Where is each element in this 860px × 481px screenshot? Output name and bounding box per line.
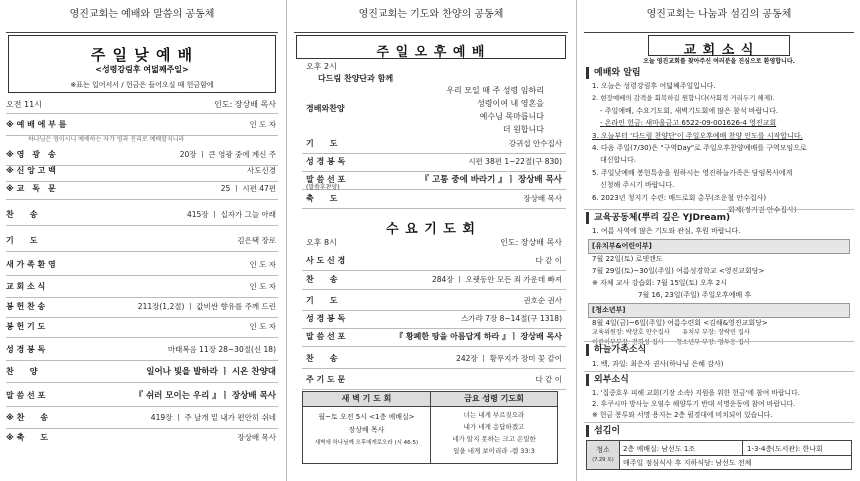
order-detail: 장상배 목사 <box>237 433 276 442</box>
notice-line: 2. 현장예배의 감격을 회복하길 원합니다(사회적 거리두기 해제). <box>592 94 775 103</box>
order-name: 기 도 <box>306 296 338 305</box>
order-detail: 284장 ㅣ 오랫동안 모든 죄 가운데 빠져 <box>431 275 562 284</box>
panel-header: 영진교회는 기도와 찬양의 공동체 <box>288 0 574 33</box>
kids-line: 7월 22일(토) 로뎃캔도 <box>592 255 663 263</box>
news-panel <box>578 0 860 481</box>
wednesday-time: 오후 8시 <box>306 238 337 247</box>
service-row1b: 1-3-4층(도서관): 한나회 <box>747 445 823 453</box>
friday-line: 네가 알지 못하는 크고 은밀한 <box>452 435 536 443</box>
education-line: 1. 여름 사역에 많은 기도와 관심, 후원 바랍니다. <box>592 227 741 235</box>
prayer-table <box>302 391 558 464</box>
order-name: 찬 송 <box>306 354 338 363</box>
row-divider <box>6 225 278 226</box>
notice-line: 5. 주일낮예배 봉헌특송을 원하시는 영진하늘가족은 담임목사에게 <box>592 168 793 177</box>
order-name: 주 기 도 문 <box>306 375 346 384</box>
service-leader: 인도: 장상배 목사 <box>214 100 276 109</box>
row-divider <box>302 270 566 271</box>
youth-header: [청소년부] <box>588 303 850 318</box>
section-education: 교육공동체(뿌리 깊은 YJDream) <box>586 212 730 224</box>
service-row1a: 2층 예배실: 남선도 1조 <box>623 445 696 453</box>
order-name: 말 씀 선 포 <box>306 332 346 341</box>
external-line: 1. '집중호우 피해 교회(기장 소속) 지원을 위한 헌금'에 참여 바랍니다. <box>592 389 800 397</box>
notice-line: 3. 오늘부터 '다드림 찬양단'이 주일오후예배 찬양 인도를 시작합니다. <box>592 131 803 140</box>
clean-label: 청소 <box>596 446 610 454</box>
order-name: 새 가 족 환 영 <box>6 260 56 269</box>
standing-notice: ※표는 일어서서 / 헌금은 들어오실 때 헌금함에 <box>70 81 214 89</box>
external-line: 2. 후쿠시마 방사능 오염수 해양투기 반대 서명운동에 참여 바랍니다. <box>592 400 796 408</box>
order-detail: 김은택 장로 <box>237 236 276 245</box>
order-detail: 강귀섭 안수집사 <box>508 139 562 148</box>
order-name: 찬 송 <box>306 275 338 284</box>
notice-line: 1. 오늘은 성령강림후 여덟째주일입니다. <box>592 82 716 90</box>
hymn-title: 성령이여 내 영혼을 <box>477 99 544 108</box>
kids-line: ※ 자체 교사 강습회: 7월 15일(토) 오후 2시 <box>592 279 727 287</box>
order-detail: 다 같 이 <box>535 256 562 265</box>
dawn-title: 새 벽 기 도 회 <box>341 394 392 403</box>
hymn-label: 경배와찬양 <box>306 104 345 113</box>
afternoon-panel <box>288 0 574 481</box>
news-title: 교 회 소 식 <box>683 43 755 58</box>
order-name: 성 경 봉 독 <box>306 314 346 323</box>
row-divider <box>6 181 278 182</box>
hymn-title: 예수님 목마릅니다 <box>479 112 544 121</box>
order-detail: 『 쉬러 모이는 우리 』ㅣ 장상배 목사 <box>134 391 276 401</box>
order-detail: 사도신경 <box>247 166 276 175</box>
hymn-title: 우리 모일 때 주 성령 임하리 <box>446 86 544 95</box>
order-name: 말 씀 선 포 <box>306 175 346 184</box>
row-divider <box>6 275 278 276</box>
order-name: ※ 예 배 에 부 름 <box>6 120 67 129</box>
youth-line: 어린이부부장: 전희성 집사 청소년부 부장: 엄두용 집사 <box>592 339 750 346</box>
row-divider <box>6 251 278 252</box>
dawn-line: 월~토 오전 5시 <1층 예배실> <box>318 413 415 421</box>
hymn-title: 더 원합니다 <box>502 125 544 134</box>
order-detail: 인 도 자 <box>249 282 276 291</box>
order-name: ※ 축 도 <box>6 433 49 442</box>
title-box <box>296 35 566 59</box>
notice-line: - 온라인 헌금: 새마을금고 6522-09-001626-4 영진교회 <box>600 119 777 128</box>
row-divider <box>302 153 566 154</box>
notice-line: 회계(정기권 안수집사) <box>728 206 797 214</box>
row-divider <box>302 189 566 190</box>
order-name: 찬 송 <box>6 210 38 219</box>
order-detail: 인 도 자 <box>249 260 276 269</box>
row-divider <box>6 406 278 407</box>
notice-line: 대신합니다. <box>600 156 637 165</box>
row-divider <box>302 389 566 390</box>
row-divider <box>6 317 278 318</box>
section-worship: 예배와 알림 <box>586 67 641 79</box>
row-divider <box>6 337 278 338</box>
service-time: 오전 11시 <box>6 100 42 109</box>
order-detail: 419장 ㅣ 주 날개 밑 내가 편안히 쉬네 <box>150 413 276 422</box>
row-divider <box>6 428 278 429</box>
service-title: 주 일 낮 예 배 <box>90 46 194 64</box>
choir-label: 다드림 찬양단과 함께 <box>318 74 394 83</box>
row-divider <box>6 382 278 383</box>
order-detail: 시편 38편 1~22절(구 830) <box>468 157 562 166</box>
wednesday-title: 수 요 기 도 회 <box>386 222 476 237</box>
order-name: ※ 신 앙 고 백 <box>6 166 56 175</box>
order-name: 찬 양 <box>6 367 38 376</box>
family-line: 1. 백, 과일: 최은자 권사(하나님 은혜 감사) <box>592 360 724 368</box>
order-detail: 장상배 목사 <box>523 194 562 203</box>
order-name: 성 경 봉 독 <box>306 157 346 166</box>
order-name: ※ 교 독 문 <box>6 184 56 193</box>
row-divider <box>302 208 566 209</box>
order-name: 봉 헌 찬 송 <box>6 302 46 311</box>
order-detail: 211장(1,2절) ㅣ 값비싼 향유를 주께 드린 <box>137 302 276 311</box>
friday-line: 너는 내게 부르짖으라 <box>463 411 525 419</box>
section-external: 외부소식 <box>586 374 629 386</box>
clean-date: (7.29 토) <box>592 457 614 463</box>
order-detail: 25 ㅣ 시편 47편 <box>220 184 276 193</box>
kids-line: 7월 16, 23일(주일) 주일오후예배 후 <box>638 291 752 299</box>
section-family: 하늘가족소식 <box>586 344 646 356</box>
dawn-line: 장상배 목사 <box>348 426 385 434</box>
order-name: 기 도 <box>6 236 38 245</box>
section-service: 섬김이 <box>586 425 620 437</box>
order-name: 교 회 소 식 <box>6 282 46 291</box>
dawn-line: 새벽에 하나님께 오후에게로오라 (시 46:5) <box>314 440 419 446</box>
row-divider <box>302 171 566 172</box>
notice-line: 4. 다음 주일(7/30)은 "구역Day"로 주일오후찬양예배를 구역모임으로 <box>592 144 807 152</box>
order-name: ※ 찬 송 <box>6 413 49 422</box>
order-detail: 415장 ㅣ 십자가 그늘 아래 <box>186 210 276 219</box>
order-detail: 인 도 자 <box>249 120 276 129</box>
afternoon-title: 주 일 오 후 예 배 <box>376 45 486 60</box>
row-divider <box>302 289 566 290</box>
kids-header: [유치부&어린이부] <box>588 239 850 254</box>
title-box <box>8 35 276 93</box>
order-detail: 권호순 권사 <box>523 296 562 305</box>
row-divider <box>302 328 566 329</box>
external-line: ※ 헌금 봉투와 서명 용지는 2층 펄경대에 비치되어 있습니다. <box>592 411 773 419</box>
kids-line: 7월 29일(토)~30일(주일) 여름성경학교 <영진교회당> <box>592 267 765 275</box>
notice-line: 6. 2023년 청지기 수련: 배드로회 총무(조운철 안수집사) <box>592 193 767 202</box>
row-divider <box>6 360 278 361</box>
service-row2: 매주일 점심식사 후 지하식당: 남선도 전체 <box>623 459 752 467</box>
service-subtitle: <성령강림후 여덟째주일> <box>95 65 189 74</box>
row-divider <box>302 310 566 311</box>
panel-header: 영진교회는 예배와 말씀의 공동체 <box>0 0 284 33</box>
friday-line: 일을 네게 보이리라 -렘 33:3 <box>453 447 535 455</box>
title-box <box>648 35 790 56</box>
row-divider <box>6 297 278 298</box>
wednesday-leader: 인도: 장상배 목사 <box>500 238 562 247</box>
panel-header: 영진교회는 나눔과 섬김의 공동체 <box>578 0 860 33</box>
word-sub: (말씀후찬양) <box>306 184 340 191</box>
order-name: 기 도 <box>306 139 338 148</box>
order-detail: 다 같 이 <box>535 375 562 384</box>
youth-line: 8월 4일(금)~6일(주일) 여름수련회 <김해&영진교회당> <box>592 319 768 327</box>
order-name: 사 도 신 경 <box>306 256 346 265</box>
order-detail: 『 고통 중에 바라기 』ㅣ 장상배 목사 <box>420 175 562 185</box>
row-divider <box>302 346 566 347</box>
afternoon-time: 오후 2시 <box>306 62 337 71</box>
order-detail: 스가랴 7장 8~14절(구 1318) <box>461 314 562 323</box>
order-name: 성 경 봉 독 <box>6 345 46 354</box>
order-name: 축 도 <box>306 194 338 203</box>
notice-line: 신청해 주시기 바랍니다. <box>600 181 675 190</box>
order-detail: 20장 ㅣ 큰 영광 중에 계신 주 <box>179 150 276 159</box>
worship-order-panel <box>0 0 284 481</box>
order-detail: 『 황폐한 땅을 아름답게 하라 』ㅣ 장상배 목사 <box>395 332 562 341</box>
order-name: 봉 헌 기 도 <box>6 322 46 331</box>
order-detail: 인 도 자 <box>249 322 276 331</box>
order-detail: 242장 ㅣ 황무지가 장미 꽃 같이 <box>456 354 562 363</box>
order-name: 말 씀 선 포 <box>6 391 46 400</box>
service-table <box>586 440 852 470</box>
friday-line: 내가 네게 응답하겠고 <box>463 423 525 431</box>
scripture-call: 하나님은 영이시니 예배하는 자가 영과 진리로 예배할지니라 <box>28 136 185 143</box>
row-divider <box>6 199 278 200</box>
notice-line: - 주일예배, 수요기도회, 새벽기도회에 많은 참석 바랍니다. <box>600 106 779 115</box>
order-detail: 마태복음 11장 28~30절(신 18) <box>167 345 276 354</box>
welcome-text: 오늘 영진교회를 찾아주신 여러분을 진심으로 환영합니다. <box>643 58 795 65</box>
friday-title: 금요 성령 기도회 <box>464 394 524 403</box>
youth-line: 교육위원장: 박상호 안수집사 유치부 부장: 장락민 집사 <box>592 329 750 336</box>
order-detail: 일어나 빛을 발하라 ㅣ 시온 찬양대 <box>146 367 276 377</box>
row-divider <box>302 368 566 369</box>
order-name: ※ 영 광 송 <box>6 150 56 159</box>
